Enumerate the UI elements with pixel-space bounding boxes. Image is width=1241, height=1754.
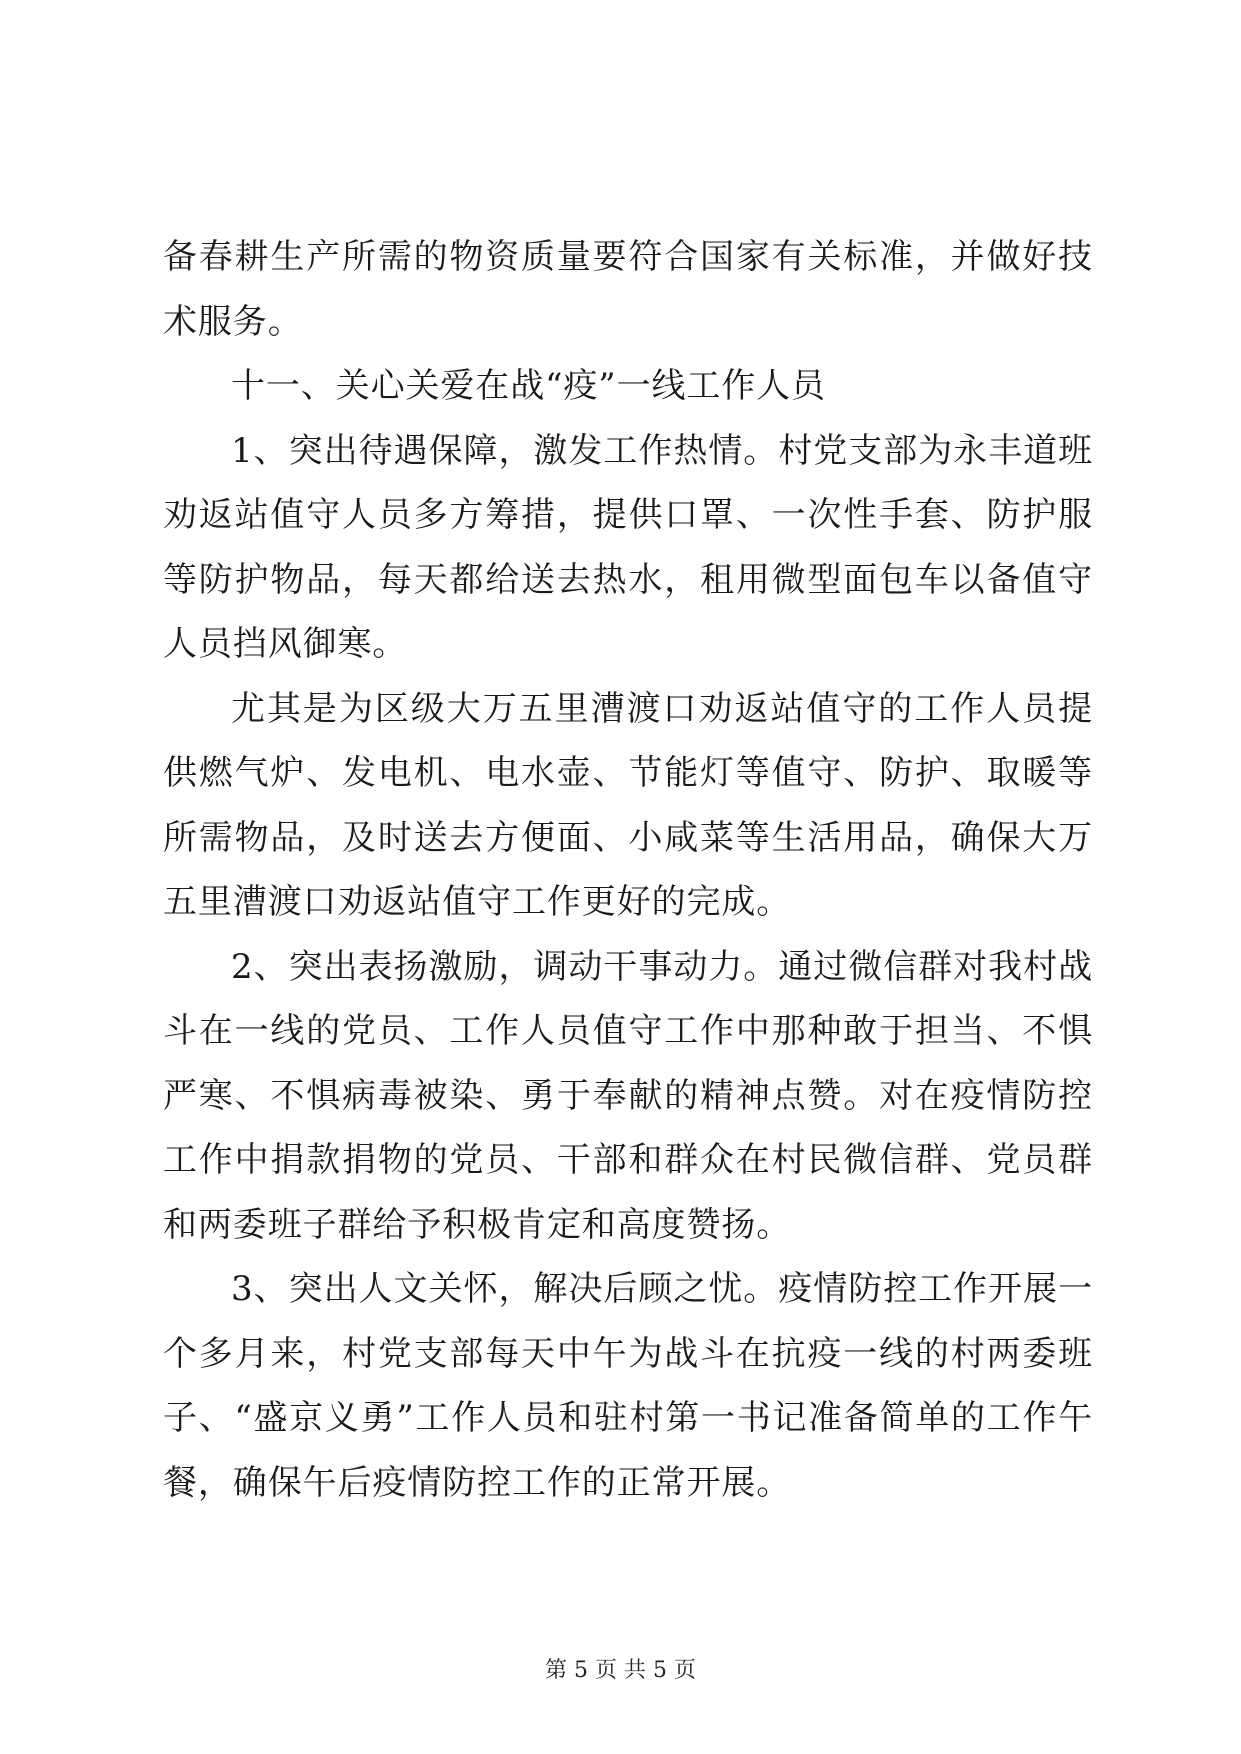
section-heading: 十一、关心关爱在战“疫”一线工作人员 (231, 366, 826, 406)
paragraph-item-1-detail: 尤其是为区级大万五里漕渡口劝返站值守的工作人员提供燃气炉、发电机、电水壶、节能灯等值守、防护、取暖等所需物品，及时送去方便面、小咸菜等生活用品，确保大万五里漕渡口劝返站值守工作更好的完成。 (163, 688, 1093, 922)
paragraph-continuation: 备春耕生产所需的物资质量要符合国家有关标准，并做好技术服务。 (163, 237, 1093, 342)
page-footer (0, 1656, 1241, 1686)
paragraph-item-3: 3、突出人文关怀，解决后顾之忧。疫情防控工作开展一个多月来，村党支部每天中午为战斗在抗疫一线的村两委班子、“盛京义勇”工作人员和驻村第一书记准备简单的工作午餐，确保午后疫情防控工作的正常开展。 (163, 1269, 1093, 1503)
document-body (163, 225, 1093, 1515)
paragraph-item-2: 2、突出表扬激励，调动干事动力。通过微信群对我村战斗在一线的党员、工作人员值守工作中那种敢于担当、不惧严寒、不惧病毒被染、勇于奉献的精神点赞。对在疫情防控工作中捐款捐物的党员、干部和群众在村民微信群、党员群和两委班子群给予积极肯定和高度赞扬。 (163, 946, 1093, 1245)
page-number-label: 第 5 页 共 5 页 (545, 1658, 696, 1683)
paragraph-item-1: 1、突出待遇保障，激发工作热情。村党支部为永丰道班劝返站值守人员多方筹措，提供口罩、一次性手套、防护服等防护物品，每天都给送去热水，租用微型面包车以备值守人员挡风御寒。 (163, 430, 1093, 664)
